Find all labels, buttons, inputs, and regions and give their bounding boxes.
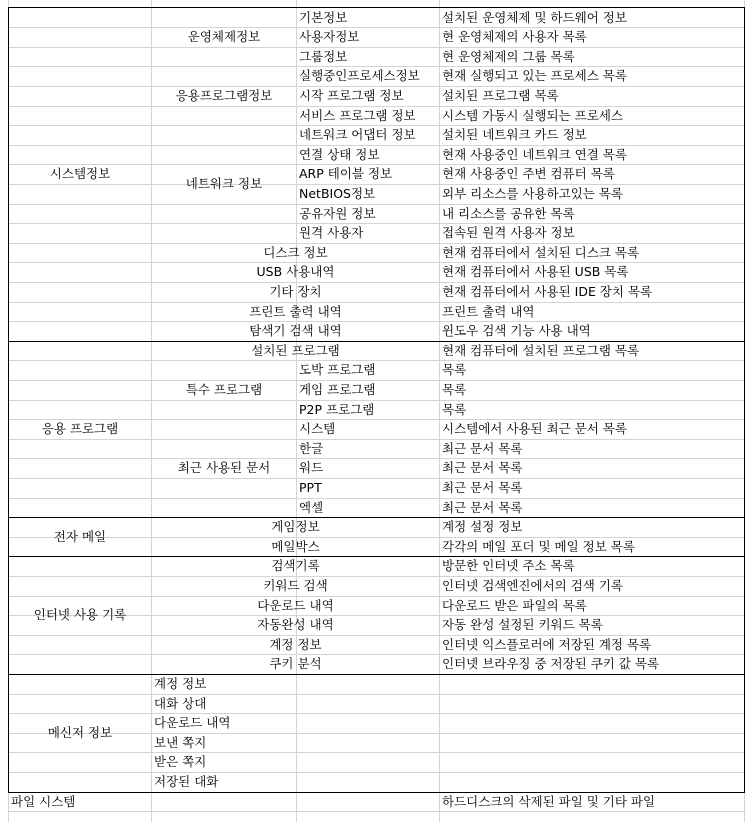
item-name: 디스크 정보: [263, 244, 328, 260]
item-desc: 인터넷 익스플로러에 저장된 계정 목록: [442, 636, 652, 652]
item-desc: 현재 컴퓨터에서 설치된 디스크 목록: [442, 244, 640, 260]
gridline-col-d: [439, 0, 440, 822]
item-name: 네트워크 어댑터 정보: [299, 127, 416, 143]
item-name: 워드: [299, 460, 324, 476]
item-desc: 다운로드 받은 파일의 목록: [442, 597, 587, 613]
gridline-row: [8, 458, 745, 459]
item-desc: 현재 컴퓨터에 설치된 프로그램 목록: [442, 342, 640, 358]
category-internet: 인터넷 사용 기록: [33, 607, 127, 623]
gridline-row: [8, 184, 745, 185]
item-desc: 프린트 출력 내역: [442, 303, 535, 319]
item-name: 프린트 출력 내역: [249, 303, 342, 319]
item-name: 연결 상태 정보: [299, 146, 380, 162]
item-name: 다운로드 내역: [257, 597, 334, 613]
category-system: 시스템정보: [49, 166, 111, 182]
item-name: 엑셀: [299, 499, 324, 515]
gridline-row: [8, 498, 745, 499]
item-name: 메일박스: [271, 538, 320, 554]
item-desc: 최근 문서 목록: [442, 499, 523, 515]
item-name: 쿠키 분석: [269, 656, 322, 672]
category-application: 응용 프로그램: [41, 421, 119, 437]
item-desc: 현재 컴퓨터에서 사용된 IDE 장치 목록: [442, 284, 653, 299]
category-email: 전자 메일: [53, 529, 107, 544]
item-desc: 방문한 인터넷 주소 목록: [442, 558, 575, 574]
item-name: 시작 프로그램 정보: [299, 88, 404, 103]
item-desc: 설치된 프로그램 목록: [442, 88, 559, 103]
item-desc: 내 리소스를 공유한 목록: [442, 205, 575, 221]
gridline-row: [8, 380, 745, 381]
gridline-row: [8, 439, 745, 440]
item-desc: 현 운영체제의 사용자 목록: [442, 29, 587, 45]
item-name: 설치된 프로그램: [251, 342, 340, 358]
item-name: 저장된 대화: [154, 774, 219, 789]
gridline-row: [8, 27, 745, 28]
item-desc: 목록: [442, 401, 467, 417]
gridline-row: [8, 47, 745, 48]
gridline-row: [8, 478, 745, 479]
subcategory-recent: 최근 사용된 문서: [177, 460, 271, 476]
category-messenger: 메신저 정보: [47, 725, 113, 740]
item-name: 사용자정보: [299, 29, 360, 45]
item-name: USB 사용내역: [256, 264, 335, 280]
gridline-row: [8, 204, 745, 205]
item-desc: 현재 사용중인 주변 컴퓨터 목록: [442, 166, 615, 182]
item-name: 키워드 검색: [263, 578, 328, 593]
item-name: 자동완성 내역: [257, 617, 334, 633]
item-name: 받은 쪽지: [154, 754, 207, 770]
item-name: NetBIOS정보: [299, 186, 376, 201]
subcategory-network: 네트워크 정보: [185, 176, 263, 192]
item-name: ARP 테이블 정보: [299, 166, 393, 182]
section-border-right: [744, 7, 745, 792]
item-desc: 설치된 운영체제 및 하드웨어 정보: [442, 9, 627, 25]
item-name: 서비스 프로그램 정보: [299, 107, 416, 123]
item-desc: 설치된 네트워크 카드 정보: [442, 127, 587, 143]
item-desc: 윈도우 검색 기능 사용 내역: [442, 323, 591, 339]
item-name: 기타 장치: [269, 284, 322, 299]
item-name: 대화 상대: [154, 695, 207, 711]
item-desc: 시스템 가동시 실행되는 프로세스: [442, 107, 623, 123]
item-name: 탐색기 검색 내역: [249, 323, 342, 339]
gridline-row: [8, 772, 745, 773]
item-desc: 하드디스크의 삭제된 파일 및 기타 파일: [442, 793, 656, 809]
gridline-row: [8, 694, 745, 695]
item-name: 게임정보: [271, 519, 320, 535]
item-desc: 외부 리소스를 사용하고있는 목록: [442, 186, 623, 201]
item-desc: 목록: [442, 382, 467, 397]
item-desc: 현 운영체제의 그룹 목록: [442, 48, 575, 64]
item-name: 보낸 쪽지: [154, 734, 207, 750]
gridline-row: [8, 360, 745, 361]
item-name: 한글: [299, 440, 324, 456]
gridline-row: [8, 811, 745, 812]
item-desc: 인터넷 브라우징 중 저장된 쿠키 값 목록: [442, 656, 660, 672]
item-name: 원격 사용자: [299, 225, 364, 241]
item-desc: 계정 설정 정보: [442, 519, 523, 535]
item-name: 검색기록: [271, 558, 320, 574]
section-border: [8, 674, 745, 675]
gridline-col-c: [296, 0, 297, 822]
item-name: 실행중인프로세스정보: [299, 68, 420, 84]
item-desc: 최근 문서 목록: [442, 460, 523, 476]
item-desc: 자동 완성 설정된 키워드 목록: [442, 617, 603, 633]
item-desc: 목록: [442, 362, 467, 378]
item-name: 도박 프로그램: [299, 362, 376, 378]
item-name: P2P 프로그램: [299, 401, 375, 417]
item-name: 공유자원 정보: [299, 205, 376, 221]
gridline-col-b: [151, 0, 152, 822]
section-border-top: [8, 7, 745, 8]
section-border-left: [8, 7, 9, 792]
item-name: 기본정보: [299, 9, 348, 25]
gridline-row: [8, 400, 745, 401]
item-desc: 현재 컴퓨터에서 사용된 USB 목록: [442, 264, 629, 280]
item-name: 다운로드 내역: [154, 715, 231, 731]
gridline-row: [8, 752, 745, 753]
item-desc: 각각의 메일 포더 및 메일 정보 목록: [442, 538, 635, 554]
item-name: 계정 정보: [154, 676, 207, 691]
item-name: 시스템: [299, 421, 336, 437]
gridline-row: [8, 713, 745, 714]
item-name: 게임 프로그램: [299, 382, 376, 397]
subcategory-apps: 응용프로그램정보: [175, 88, 273, 103]
item-desc: 인터넷 검색엔진에서의 검색 기록: [442, 578, 623, 593]
item-desc: 최근 문서 목록: [442, 440, 523, 456]
item-name: PPT: [299, 480, 322, 495]
item-name: 계정 정보: [269, 636, 322, 652]
item-desc: 시스템에서 사용된 최근 문서 목록: [442, 421, 627, 437]
item-desc: 현재 실행되고 있는 프로세스 목록: [442, 68, 627, 84]
subcategory-special: 특수 프로그램: [185, 382, 263, 397]
item-name: 그룹정보: [299, 48, 348, 64]
gridline-row: [8, 223, 745, 224]
item-desc: 접속된 원격 사용자 정보: [442, 225, 575, 241]
category-filesystem: 파일 시스템: [11, 793, 76, 809]
subcategory-os: 운영체제정보: [187, 29, 261, 45]
item-desc: 현재 사용중인 네트워크 연결 목록: [442, 146, 627, 162]
item-desc: 최근 문서 목록: [442, 480, 523, 495]
